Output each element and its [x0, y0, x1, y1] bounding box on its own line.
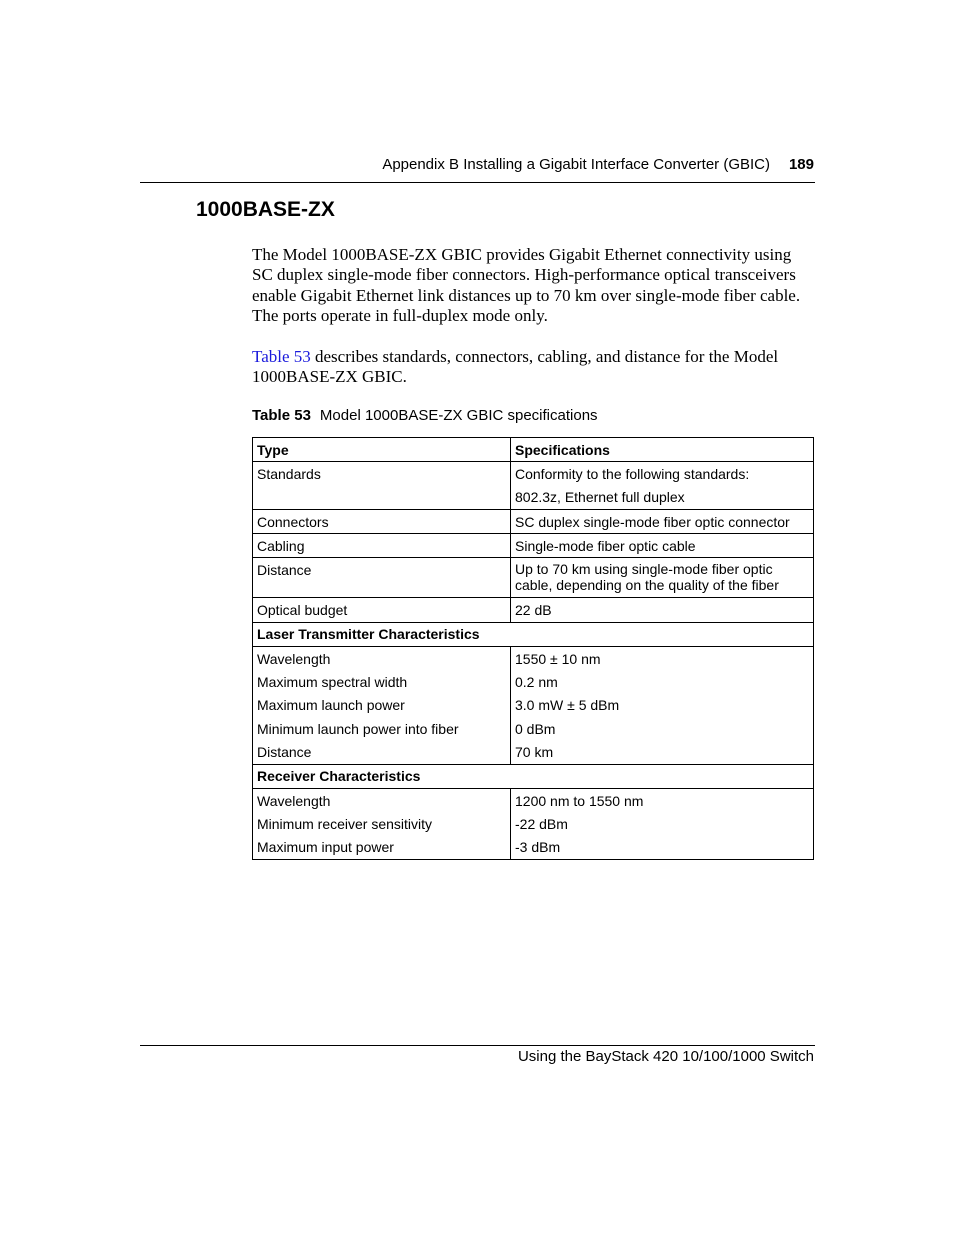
- footer-divider: [140, 1045, 815, 1046]
- table-section-row: [253, 764, 814, 788]
- receiver-value-wavelength: 1200 nm to 1550 nm: [515, 792, 644, 809]
- table-row: [253, 788, 814, 859]
- table-section-row: [253, 622, 814, 646]
- receiver-heading: Receiver Characteristics: [257, 768, 421, 785]
- section-title: 1000BASE-ZX: [196, 198, 335, 221]
- row-value-distance-1: Up to 70 km using single-mode fiber optic: [515, 561, 773, 578]
- row-label-optical-budget: Optical budget: [257, 602, 348, 619]
- row-value-distance-2: cable, depending on the quality of the fiber: [515, 577, 779, 594]
- receiver-value-sensitivity: -22 dBm: [515, 815, 568, 832]
- table-row: [253, 558, 814, 598]
- receiver-label-max-input-power: Maximum input power: [257, 839, 394, 856]
- column-header-type: Type: [257, 441, 289, 458]
- laser-label-max-launch-power: Maximum launch power: [257, 697, 405, 714]
- laser-value-distance: 70 km: [515, 743, 554, 760]
- row-value-distance: [515, 558, 809, 597]
- laser-label-min-launch-power: Minimum launch power into fiber: [257, 720, 459, 737]
- receiver-label-wavelength: Wavelength: [257, 792, 331, 809]
- row-label-distance: Distance: [257, 562, 312, 579]
- row-value-standards-1: Conformity to the following standards:: [515, 465, 750, 482]
- row-value-connectors: SC duplex single-mode fiber optic connector: [515, 513, 790, 530]
- laser-label-wavelength: Wavelength: [257, 650, 331, 667]
- row-value-optical-budget: 22 dB: [515, 602, 552, 619]
- row-label-standards: Standards: [257, 465, 321, 482]
- table-row: [253, 534, 814, 558]
- laser-label-distance: Distance: [257, 743, 312, 760]
- row-label-cabling: Cabling: [257, 537, 305, 554]
- table-row: [253, 598, 814, 622]
- table-reference-paragraph: [252, 347, 812, 388]
- table-row: [253, 509, 814, 533]
- laser-value-min-launch-power: 0 dBm: [515, 720, 556, 737]
- table-row: [253, 647, 814, 764]
- laser-value-spectral-width: 0.2 nm: [515, 674, 558, 691]
- page-header: [140, 156, 814, 176]
- table-caption-number: Table 53: [252, 407, 311, 424]
- header-chapter-title: Appendix B Installing a Gigabit Interface Converter (GBIC): [382, 156, 770, 173]
- table-caption-title: Model 1000BASE-ZX GBIC specifications: [319, 407, 598, 424]
- table-reference-text: describes standards, connectors, cabling, and distance for the Model 1000BASE-ZX GBIC.: [252, 347, 779, 387]
- column-header-specifications: Specifications: [515, 441, 610, 458]
- laser-label-spectral-width: Maximum spectral width: [257, 674, 408, 691]
- row-value-standards-2: 802.3z, Ethernet full duplex: [515, 489, 685, 506]
- page-footer: Using the BayStack 420 10/100/1000 Switch: [517, 1048, 814, 1065]
- gbic-spec-table: [252, 437, 814, 860]
- table-53-link[interactable]: Table 53: [252, 347, 311, 366]
- intro-paragraph: The Model 1000BASE-ZX GBIC provides Gigabit Ethernet connectivity using SC duplex single-mode fiber connectors. High-performance optical transceivers enable Gigabit Ethernet link distances up to 70 km over single-mode fiber cable. The ports operate in full-duplex mode only.: [252, 245, 801, 325]
- row-label-connectors: Connectors: [257, 513, 329, 530]
- page-number: 189: [788, 156, 814, 173]
- laser-transmitter-heading: Laser Transmitter Characteristics: [257, 626, 480, 643]
- laser-value-max-launch-power: 3.0 mW ± 5 dBm: [515, 697, 620, 714]
- table-header-row: [253, 438, 814, 462]
- header-divider: [140, 182, 815, 183]
- receiver-value-max-input-power: -3 dBm: [515, 839, 561, 856]
- table-caption: [252, 407, 598, 424]
- row-value-cabling: Single-mode fiber optic cable: [515, 537, 696, 554]
- receiver-label-sensitivity: Minimum receiver sensitivity: [257, 815, 433, 832]
- laser-value-wavelength: 1550 ± 10 nm: [515, 650, 601, 667]
- table-row: [253, 462, 814, 510]
